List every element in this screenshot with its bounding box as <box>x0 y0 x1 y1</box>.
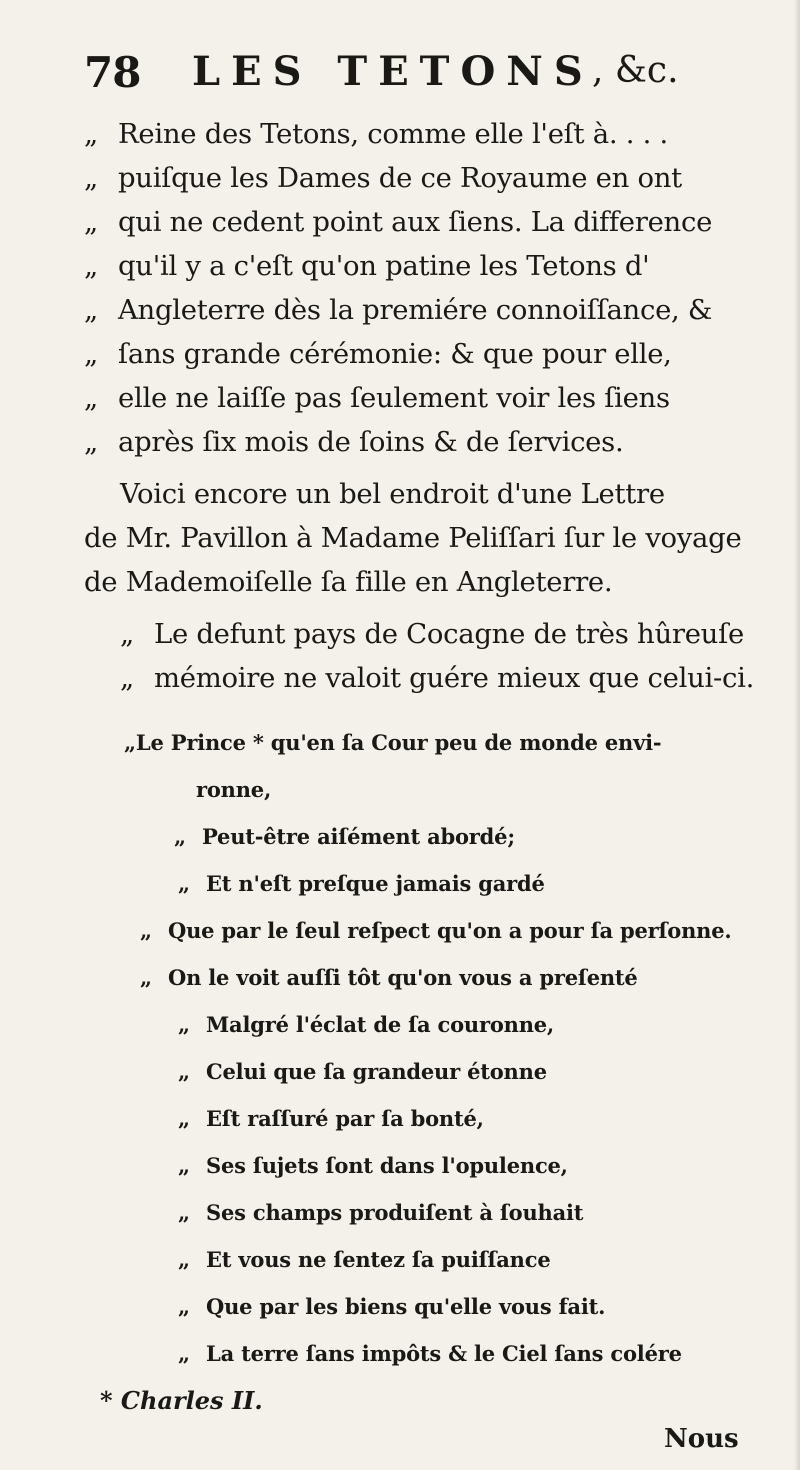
catchword: Nous <box>664 1424 739 1454</box>
prose-line: „ Le defunt pays de Cocagne de très hûreuſe <box>120 618 744 650</box>
prose-line: „ qu'il y a c'eſt qu'on patine les Tetons d' <box>84 250 650 282</box>
footnote: * Charles II. <box>100 1386 263 1415</box>
verse-line: „ Eſt raſſuré par ſa bonté, <box>178 1106 484 1131</box>
prose-line: „ Reine des Tetons, comme elle l'eſt à. . . . <box>84 118 668 150</box>
verse-line: „ Malgré l'éclat de ſa couronne, <box>178 1012 555 1037</box>
verse-line: „ Que par le ſeul reſpect qu'on a pour ſa perſonne. <box>140 918 732 943</box>
prose-line: „ qui ne cedent point aux ſiens. La difference <box>84 206 713 238</box>
running-title: LES TETONS <box>192 48 594 95</box>
verse-line: „Le Prince * qu'en ſa Cour peu de monde envi- <box>124 730 662 755</box>
prose-line: de Mr. Pavillon à Madame Peliſſari ſur le voyage <box>84 522 742 554</box>
page-number: 78 <box>84 48 141 97</box>
prose-line: „ mémoire ne valoit guére mieux que celui-ci. <box>120 662 755 694</box>
verse-line: „ On le voit auſſi tôt qu'on vous a preſenté <box>140 965 638 990</box>
verse-line: „ Et vous ne ſentez ſa puiſſance <box>178 1247 551 1272</box>
verse-line: „ Peut-être aiſément abordé; <box>174 824 515 849</box>
verse-line: „ Que par les biens qu'elle vous fait. <box>178 1294 606 1319</box>
verse-line: „ Ses ſujets ſont dans l'opulence, <box>178 1153 568 1178</box>
prose-line: de Mademoiſelle ſa fille en Angleterre. <box>84 566 613 598</box>
prose-line: „ elle ne laiſſe pas ſeulement voir les ſiens <box>84 382 670 414</box>
verse-line: „ Celui que ſa grandeur étonne <box>178 1059 547 1084</box>
prose-line: Voici encore un bel endroit d'une Lettre <box>120 478 665 510</box>
running-title-suffix: , &c. <box>592 50 679 91</box>
prose-line: „ puiſque les Dames de ce Royaume en ont <box>84 162 682 194</box>
verse-line: „ Ses champs produiſent à ſouhait <box>178 1200 584 1225</box>
verse-line: ronne, <box>196 777 272 802</box>
prose-line: „ après ſix mois de ſoins & de ſervices. <box>84 426 624 458</box>
verse-line: „ La terre ſans impôts & le Ciel ſans colére <box>178 1341 682 1366</box>
verse-line: „ Et n'eſt preſque jamais gardé <box>178 871 545 896</box>
page-edge <box>794 0 800 1470</box>
prose-line: „ ſans grande cérémonie: & que pour elle, <box>84 338 672 370</box>
prose-line: „ Angleterre dès la premiére connoiſſance, & <box>84 294 713 326</box>
page-header <box>80 40 720 100</box>
